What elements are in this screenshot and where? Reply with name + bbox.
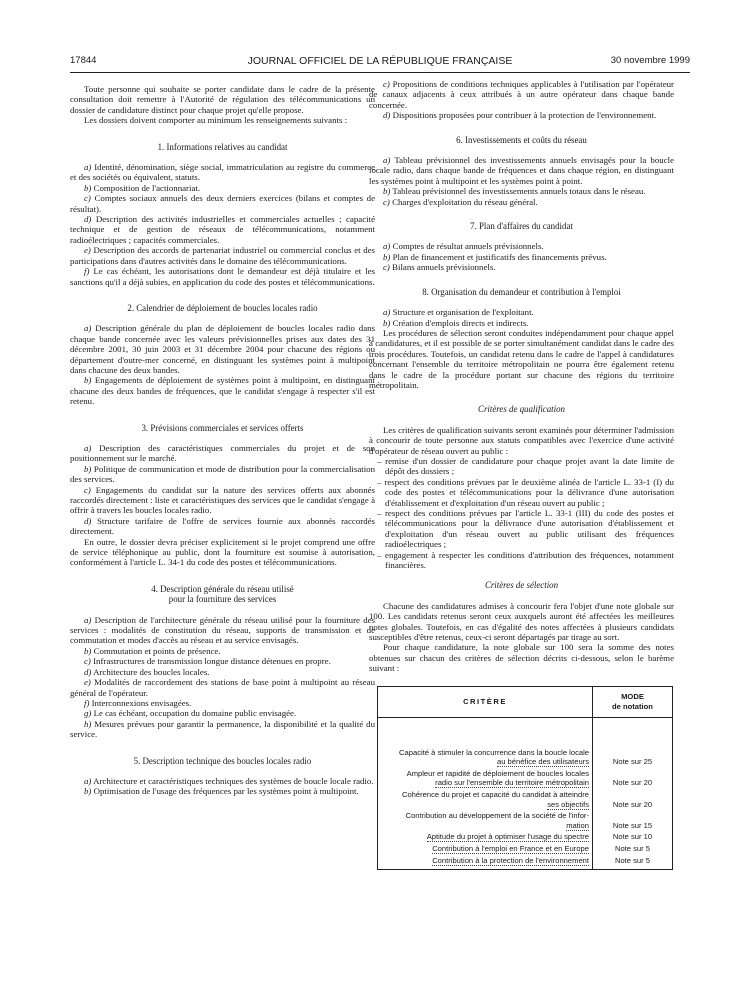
- column-header-mode-line1: MODE: [621, 692, 644, 702]
- item-letter: d): [383, 110, 391, 121]
- column-header-mode: [593, 686, 673, 717]
- scoring-mode-cell: Note sur 10: [593, 831, 673, 843]
- item-letter: b): [383, 251, 391, 262]
- section-heading: 1. Informations relatives au candidat: [157, 141, 288, 152]
- list-item: [369, 307, 674, 317]
- item-text: Architecture et caractéristiques techniques des systèmes de boucle locale radio.: [91, 775, 374, 786]
- list-item: [70, 776, 375, 786]
- table-row: [378, 810, 673, 831]
- item-letter: b): [84, 375, 92, 386]
- list-item: [369, 110, 674, 120]
- item-text: Modalités de raccordement des stations de base point à multipoint au réseau général de l'opérateur.: [70, 677, 375, 698]
- criterion-cell: [378, 831, 593, 843]
- item-text: Le cas échéant, occupation du domaine public envisagée.: [91, 708, 297, 719]
- scoring-mode-cell: Note sur 5: [593, 855, 673, 870]
- list-item: [369, 155, 674, 186]
- list-item: [369, 197, 674, 207]
- issue-date: 30 novembre 1999: [610, 55, 690, 66]
- list-item: [70, 245, 375, 266]
- item-letter: b): [84, 786, 92, 797]
- item-text: Identité, dénomination, siège social, immatriculation au registre du commerce et des sociétés ou équivalent, statuts.: [70, 162, 375, 183]
- list-item: [369, 252, 674, 262]
- item-text: Description des activités industrielles et commerciales actuelles ; capacité technique et de gestion de réseaux de télécommunications, notamment radioélectriques ; capacités commerciales.: [70, 214, 375, 245]
- item-letter: a): [383, 241, 391, 252]
- item-text: Comptes de résultat annuels prévisionnels.: [390, 241, 544, 252]
- item-letter: h): [84, 718, 92, 729]
- item-letter: b): [383, 317, 391, 328]
- item-text: Description générale du plan de déploiement de boucles locales radio dans chaque bande concernée avec les valeurs prévisionnelles prises aux dates des 31 décembre 2001, 30 juin 2003 et 31 décembre 2004 pour chacune des régions ou département d'outre-mer concerné, en distinguant les systèmes point à multipoint dans chacune des deux bandes.: [70, 323, 375, 375]
- list-item: [70, 516, 375, 537]
- item-text: Infrastructures de transmission longue distance détenues en propre.: [90, 656, 331, 667]
- qualification-heading: Critères de qualification: [478, 404, 565, 415]
- qualification-criteria-list: [369, 456, 674, 570]
- section-items: [70, 162, 375, 287]
- criterion-text-line2: Contribution à l'emploi en France et en Europe: [432, 844, 589, 854]
- item-letter: e): [84, 677, 91, 688]
- section-items: [70, 615, 375, 740]
- item-letter: d): [84, 214, 92, 225]
- list-item: [70, 375, 375, 406]
- item-text: Description des caractéristiques commerciales du projet et de son positionnement sur le marché.: [70, 442, 375, 464]
- item-letter: c): [383, 196, 390, 207]
- item-letter: c): [84, 656, 91, 667]
- item-letter: b): [84, 463, 92, 474]
- item-text: Structure tarifaire de l'offre de services fournie aux abonnés raccordés directement.: [70, 515, 375, 537]
- item-letter: d): [84, 515, 92, 526]
- item-letter: f): [84, 266, 90, 277]
- criterion-cell: [378, 768, 593, 789]
- list-item: [70, 786, 375, 796]
- right-column: [369, 79, 674, 870]
- item-text: Structure et organisation de l'exploitant.: [390, 307, 534, 318]
- scoring-mode-cell: Note sur 20: [593, 768, 673, 789]
- list-item: [369, 262, 674, 272]
- item-letter: a): [84, 614, 92, 625]
- table-row: [378, 855, 673, 870]
- section-closing-paragraph: En outre, le dossier devra préciser explicitement si le projet comprend une offre de service téléphonique au public, dont la fourniture est soumise à autorisation, conformément à l'article L. 34-1 du code des postes et télécommunications.: [70, 536, 375, 568]
- item-text: Mesures prévues pour garantir la permanence, la disponibilité et la qualité du service.: [70, 718, 375, 740]
- item-letter: a): [383, 307, 391, 318]
- item-letter: a): [84, 162, 92, 173]
- table-row: [378, 831, 673, 843]
- journal-title: JOURNAL OFFICIEL DE LA RÉPUBLIQUE FRANÇAISE: [247, 55, 513, 67]
- section-items: [369, 155, 674, 207]
- item-letter: c): [84, 484, 91, 495]
- list-item: [70, 183, 375, 193]
- page-number: 17844: [70, 55, 97, 66]
- item-letter: f): [84, 697, 90, 708]
- left-column: [70, 84, 375, 797]
- list-item: [369, 318, 674, 328]
- table-row: [378, 717, 673, 768]
- item-text: Engagements du candidat sur la nature des services offerts aux abonnés raccordés directement : liste et caractéristiques des services que le candidat s'engage à offrir à travers les boucles locales radio.: [70, 484, 375, 516]
- item-letter: d): [84, 666, 92, 677]
- section-items: [70, 776, 375, 797]
- item-letter: a): [383, 155, 391, 166]
- item-text: Engagements de déploiement de systèmes point à multipoint, en distinguant chacune des deux bandes de fréquences, que le candidat s'engage à respecter s'il est retenu.: [70, 375, 375, 407]
- item-text: Charges d'exploitation du réseau général.: [389, 196, 538, 207]
- list-item: [70, 323, 375, 375]
- criterion-cell: [378, 810, 593, 831]
- criterion-cell: [378, 789, 593, 810]
- page-header: [70, 55, 690, 69]
- item-letter: e): [84, 245, 91, 256]
- section-items: [369, 79, 674, 121]
- item-letter: g): [84, 708, 92, 719]
- item-text: Optimisation de l'usage des fréquences par les systèmes point à multipoint.: [91, 786, 359, 797]
- item-text: Description de l'architecture générale du réseau utilisé pour la fourniture des services : modalités de constitution du réseau, supports de transmission et de commutation et modes d'accès au réseau et au service envisagés.: [70, 614, 375, 646]
- section-heading: 7. Plan d'affaires du candidat: [470, 221, 573, 232]
- item-letter: c): [383, 262, 390, 273]
- scoring-mode-cell: Note sur 15: [593, 810, 673, 831]
- list-item: [369, 186, 674, 196]
- item-text: Bilans annuels prévisionnels.: [389, 262, 496, 273]
- item-text: Composition de l'actionnariat.: [91, 182, 201, 193]
- list-item: [70, 708, 375, 718]
- list-item: [70, 214, 375, 245]
- intro-paragraph: Les dossiers doivent comporter au minimum les renseignements suivants :: [84, 115, 348, 126]
- section-items: [369, 241, 674, 272]
- item-letter: b): [383, 186, 391, 197]
- criterion-cell: [378, 843, 593, 855]
- header-rule: [70, 72, 690, 73]
- section-heading: 5. Description technique des boucles locales radio: [133, 755, 312, 766]
- item-letter: b): [84, 182, 92, 193]
- item-text: Création d'emplois directs et indirects.: [390, 317, 529, 328]
- list-item: [70, 656, 375, 666]
- list-item: [70, 443, 375, 464]
- list-item: [70, 464, 375, 485]
- qualification-intro: Les critères de qualification suivants seront examinés pour déterminer l'admission à concourir de toute personne aux statuts compatibles avec l'exercice d'une activité d'opérateur de réseau ouvert au public :: [369, 424, 674, 456]
- list-item: [70, 162, 375, 183]
- item-text: Tableau prévisionnel des investissements annuels totaux dans le réseau.: [390, 186, 646, 197]
- item-text: Description des accords de partenariat industriel ou commercial conclus et des participations dans d'autres activités dans le domaine des télécommunications.: [70, 245, 375, 266]
- list-item: [70, 485, 375, 516]
- section-closing-paragraph: Les procédures de sélection seront conduites indépendamment pour chaque appel à candidatures, et il est possible de se porter simultanément candidat dans le cadre des trois procédures. Toutefois, un candidat retenu dans le cadre de l'appel à candidatures concernant l'ensemble du territoire métropolitain ne pourra être également retenu dans le cadre de la procédure portant sur chacune des régions du territoire métropolitain.: [369, 327, 674, 390]
- column-header-criterion: CRITÈRE: [378, 686, 593, 717]
- list-item: [70, 615, 375, 646]
- item-letter: b): [84, 645, 92, 656]
- scoring-mode-cell: Note sur 20: [593, 789, 673, 810]
- criterion-text-line1: Contribution au développement de la société de l'infor-: [405, 811, 589, 821]
- list-item: [369, 79, 674, 110]
- section-heading: 3. Prévisions commerciales et services offerts: [141, 422, 304, 433]
- criterion-text-line1: Capacité à stimuler la concurrence dans la boucle locale: [399, 747, 589, 757]
- criterion-text-line2: Aptitude du projet à optimiser l'usage du spectre: [426, 832, 589, 842]
- section-heading-line2: pour la fourniture des services: [168, 594, 277, 605]
- scoring-mode-cell: Note sur 25: [593, 717, 673, 768]
- criterion-text-line1: Ampleur et rapidité de déploiement de boucles locales: [406, 768, 589, 778]
- item-text: Dispositions proposées pour contribuer à la protection de l'environnement.: [390, 110, 657, 121]
- criterion-cell: [378, 717, 593, 768]
- selection-paragraph: Chacune des candidatures admises à concourir fera l'objet d'une note globale sur 100. Les candidats retenus seront ceux auxquels auront été affectées les meilleures notes globales. Toutefois, en cas d'égalité des notes affectées à plusieurs candidats susceptibles d'être retenus, ceux-ci seront départagés par tirage au sort.: [369, 600, 674, 643]
- item-letter: a): [84, 775, 92, 786]
- section-heading: 4. Description générale du réseau utilisé: [151, 583, 294, 594]
- scoring-table: [377, 686, 673, 871]
- criterion-text-line2: radio sur l'ensemble du territoire métropolitain: [435, 778, 589, 788]
- criterion-cell: [378, 855, 593, 870]
- list-item: [70, 193, 375, 214]
- item-letter: c): [84, 193, 91, 204]
- table-row: [378, 843, 673, 855]
- table-row: [378, 768, 673, 789]
- item-text: Propositions de conditions techniques applicables à l'utilisation par l'opérateur de canaux adjacents à ceux attribués à un autre opérateur dans chaque bande concernée.: [369, 79, 674, 110]
- item-letter: a): [84, 442, 92, 453]
- item-text: Architecture des boucles locales.: [91, 666, 210, 677]
- item-text: Politique de communication et mode de distribution pour la commercialisation des services.: [70, 463, 375, 485]
- section-heading: 8. Organisation du demandeur et contribution à l'emploi: [422, 286, 621, 297]
- column-header-mode-line2: de notation: [612, 701, 653, 711]
- list-item: [70, 646, 375, 656]
- criterion-text-line1: Cohérence du projet et capacité du candidat à atteindre: [401, 790, 589, 800]
- item-text: Plan de financement et justificatifs des financements prévus.: [390, 251, 607, 262]
- scoring-mode-cell: Note sur 5: [593, 843, 673, 855]
- item-text: Le cas échéant, les autorisations dont le demandeur est déjà titulaire et les sanctions qu'il a déjà subies, en application du code des postes et télécommunications.: [70, 266, 375, 287]
- item-text: Interconnexions envisagées.: [89, 697, 192, 708]
- list-item: [70, 667, 375, 677]
- item-letter: c): [383, 79, 390, 89]
- list-item: – engagement à respecter les conditions d'attribution des fréquences, notamment financières.: [369, 550, 674, 571]
- criterion-text-line2: ses objectifs: [547, 799, 589, 809]
- list-item: [70, 677, 375, 698]
- section-items: [70, 443, 375, 537]
- table-row: [378, 789, 673, 810]
- list-item: – respect des conditions prévues par l'article L. 33-1 (III) du code des postes et télécommunications pour la délivrance d'une autorisation d'établissement et d'exploitation d'un réseau ouvert au public utilisant des fréquences radioélectriques ;: [369, 508, 674, 550]
- list-item: – respect des conditions prévues par le deuxième alinéa de l'article L. 33-1 (I) du code des postes et télécommunications pour la délivrance d'une autorisation d'établissement et d'exploitation d'un réseau ouvert au public ;: [369, 477, 674, 508]
- intro-paragraph: Toute personne qui souhaite se porter candidate dans le cadre de la présente consultation doit remettre à l'Autorité de régulation des télécommunications un dossier de candidature distinct pour chaque projet qu'elle propose.: [70, 84, 375, 115]
- selection-heading: Critères de sélection: [484, 580, 559, 591]
- item-text: Comptes sociaux annuels des deux derniers exercices (bilans et comptes de résultat).: [70, 193, 375, 214]
- item-text: Tableau prévisionnel des investissements annuels envisagés pour la boucle locale radio, dans chaque bande de fréquences et dans chaque région, en distinguant les systèmes point à multipoint et les systèmes point à point.: [369, 155, 674, 186]
- list-item: [70, 719, 375, 740]
- list-item: [70, 698, 375, 708]
- list-item: [70, 266, 375, 287]
- criterion-text-line2: mation: [566, 820, 589, 830]
- section-heading: 2. Calendrier de déploiement de boucles locales radio: [127, 302, 318, 313]
- item-text: Commutation et points de présence.: [91, 645, 221, 656]
- criterion-text-line2: Contribution à la protection de l'environnement: [432, 855, 589, 865]
- criterion-text-line2: au bénéfice des utilisateurs: [496, 757, 589, 767]
- list-item: – remise d'un dossier de candidature pour chaque projet avant la date limite de dépôt des dossiers ;: [369, 456, 674, 477]
- selection-paragraph: Pour chaque candidature, la note globale sur 100 sera la somme des notes obtenues sur chacun des critères de sélection décrits ci-dessous, selon le barème suivant :: [369, 642, 674, 674]
- section-heading: 6. Investissements et coûts du réseau: [456, 134, 587, 145]
- section-items: [369, 307, 674, 328]
- section-items: [70, 323, 375, 406]
- list-item: [369, 241, 674, 251]
- item-letter: a): [84, 323, 92, 334]
